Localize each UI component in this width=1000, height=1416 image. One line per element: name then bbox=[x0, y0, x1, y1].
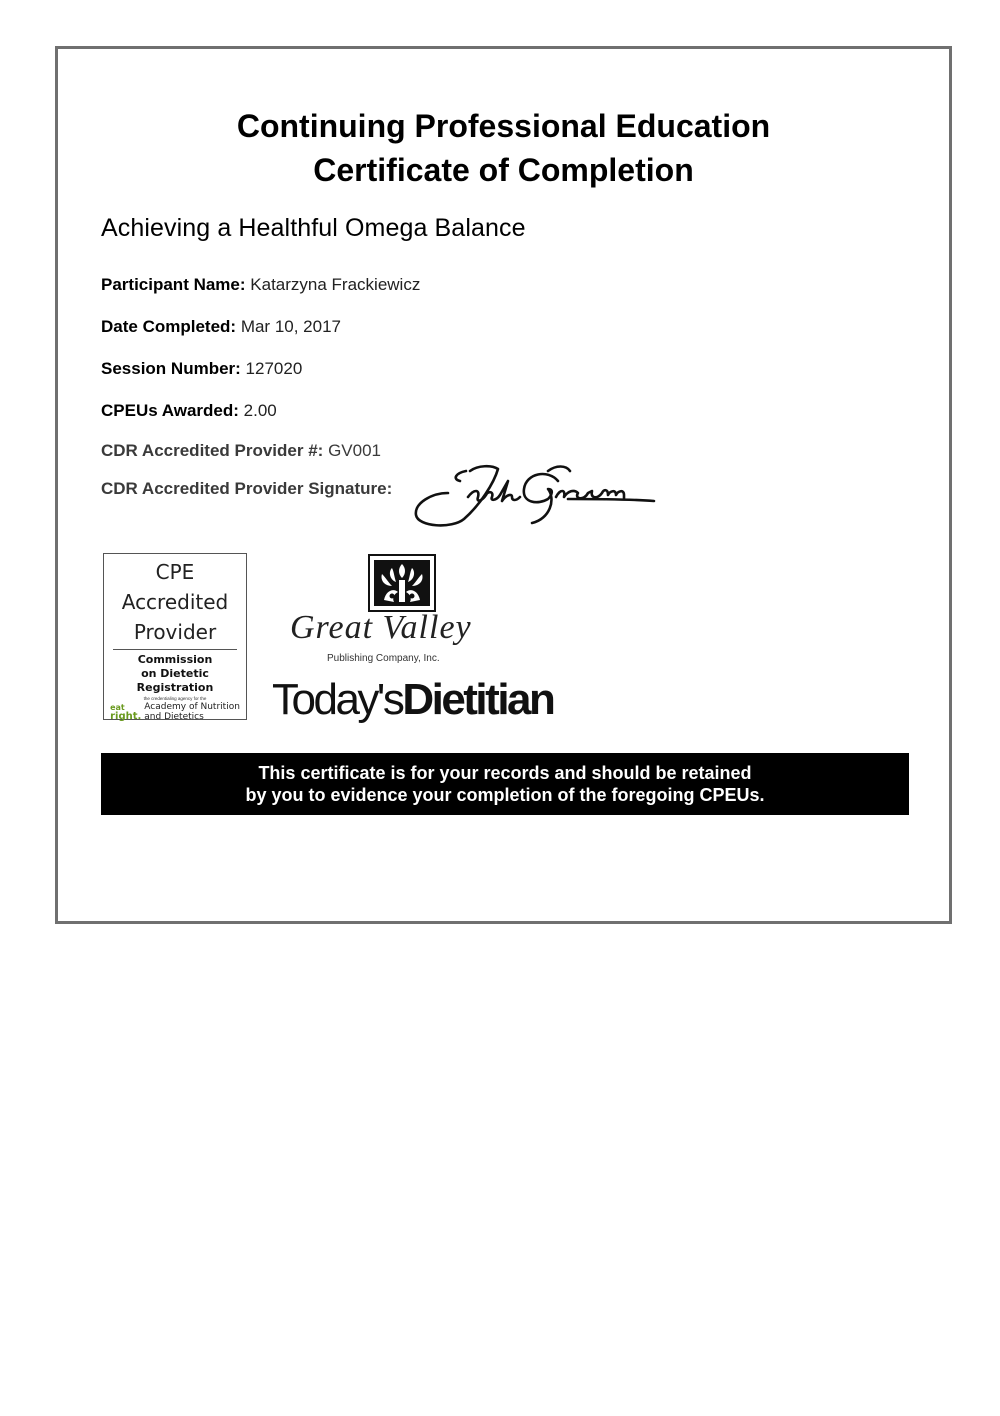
retention-notice-banner bbox=[101, 753, 909, 815]
cdr-logo-commission-line2: on Dietetic bbox=[141, 667, 209, 680]
certificate-frame bbox=[55, 46, 952, 924]
ornamental-fleur-emblem-icon bbox=[368, 554, 436, 612]
todays-dietitian-logo bbox=[272, 675, 553, 725]
academy-line1: Academy of Nutrition bbox=[144, 702, 240, 712]
provider-signature-label: CDR Accredited Provider Signature: bbox=[101, 479, 393, 498]
participant-name-label: Participant Name: bbox=[101, 275, 246, 294]
great-valley-logo-name: Great Valley bbox=[290, 609, 472, 646]
provider-number-row bbox=[101, 441, 381, 461]
retention-notice-line2: by you to evidence your completion of the foregoing CPEUs. bbox=[245, 785, 765, 805]
provider-number-value: GV001 bbox=[328, 441, 381, 460]
eatright-line2: right. bbox=[110, 711, 142, 722]
todays-dietitian-logo-part1: Today's bbox=[272, 675, 403, 724]
cpeus-awarded-row bbox=[101, 401, 277, 421]
date-completed-label: Date Completed: bbox=[101, 317, 237, 336]
provider-signature-row bbox=[101, 479, 392, 499]
date-completed-value: Mar 10, 2017 bbox=[240, 317, 341, 336]
cdr-logo-commission-line3: Registration bbox=[136, 681, 214, 694]
certificate-title-line2: Certificate of Completion bbox=[313, 152, 694, 188]
participant-name-row bbox=[101, 275, 420, 295]
cpeus-awarded-value: 2.00 bbox=[243, 401, 277, 420]
cdr-logo-divider bbox=[113, 649, 237, 650]
provider-number-label: CDR Accredited Provider #: bbox=[101, 441, 324, 460]
session-number-value: 127020 bbox=[245, 359, 303, 378]
cdr-logo-commission-line1: Commission bbox=[137, 653, 213, 666]
cdr-logo-tagline: the credentialing agency for the bbox=[143, 696, 207, 701]
course-title: Achieving a Healthful Omega Balance bbox=[101, 214, 526, 242]
cdr-accredited-provider-logo bbox=[103, 553, 247, 720]
todays-dietitian-logo-part2: Dietitian bbox=[402, 675, 554, 724]
retention-notice-line1: This certificate is for your records and should be retained bbox=[258, 763, 752, 783]
certificate-title-line1: Continuing Professional Education bbox=[236, 108, 771, 144]
session-number-row bbox=[101, 359, 302, 379]
eatright-logo bbox=[110, 703, 141, 721]
cdr-logo-academy-block bbox=[104, 702, 246, 722]
cpeus-awarded-label: CPEUs Awarded: bbox=[101, 401, 239, 420]
cdr-logo-cpe: CPE bbox=[155, 560, 195, 584]
provider-signature-image bbox=[408, 459, 658, 529]
great-valley-logo-subtitle: Publishing Company, Inc. bbox=[327, 653, 440, 664]
eatright-line1: eat bbox=[110, 703, 125, 712]
academy-line2: and Dietetics bbox=[144, 712, 204, 722]
cdr-logo-provider: Provider bbox=[133, 620, 217, 644]
cdr-logo-accredited: Accredited bbox=[121, 590, 229, 614]
session-number-label: Session Number: bbox=[101, 359, 241, 378]
participant-name-value: Katarzyna Frackiewicz bbox=[250, 275, 421, 294]
academy-name bbox=[144, 702, 240, 722]
date-completed-row bbox=[101, 317, 341, 337]
